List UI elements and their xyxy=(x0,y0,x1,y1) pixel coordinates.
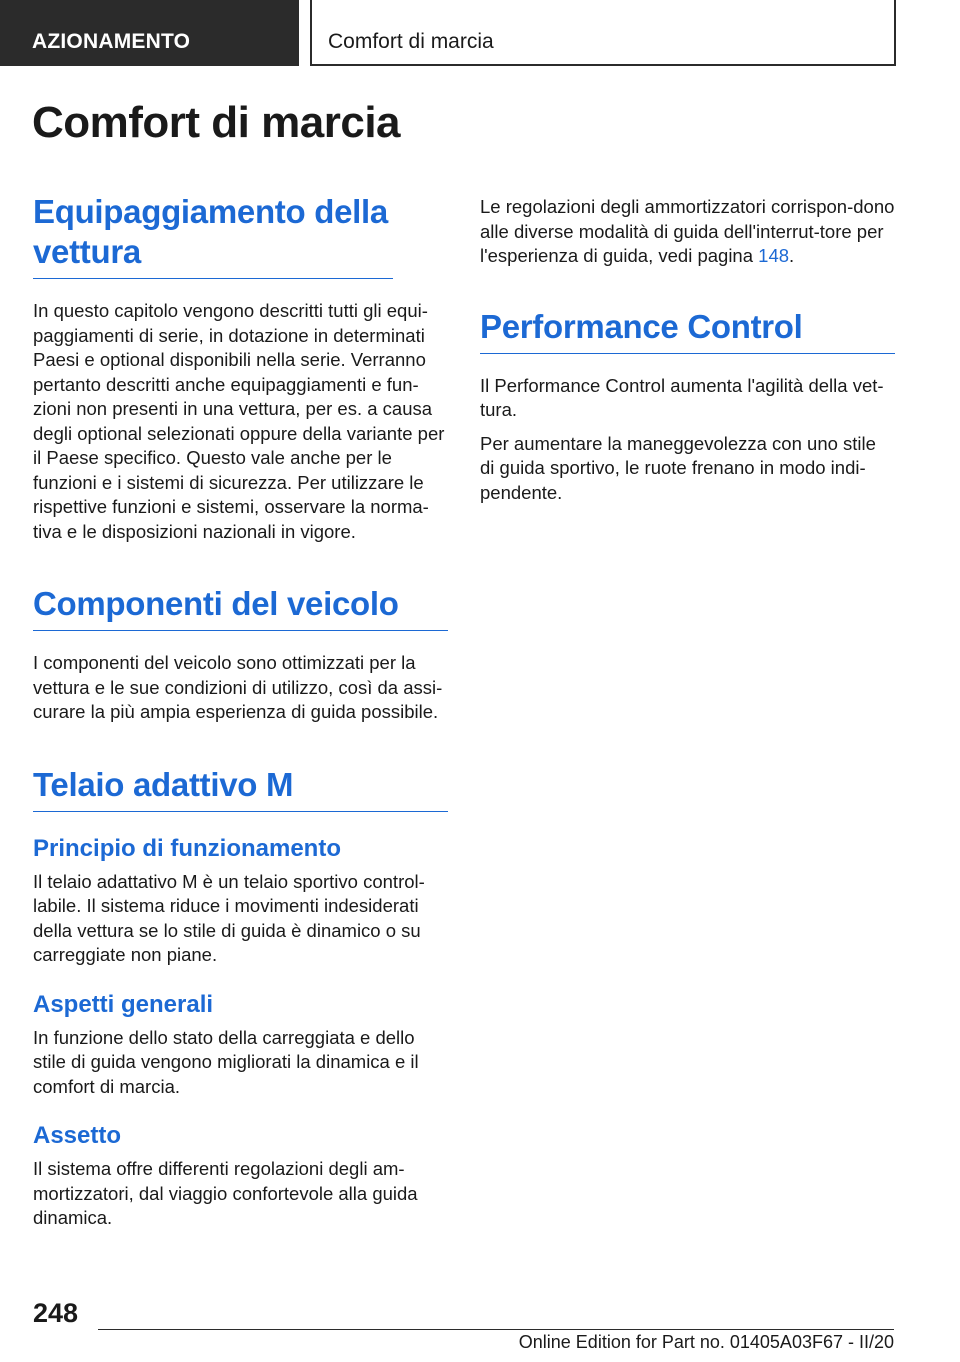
section-title-performance: Performance Control xyxy=(480,307,895,354)
subsection-title-aspetti: Aspetti generali xyxy=(33,990,214,1018)
section-text-performance-2: Per aumentare la maneggevolezza con uno stile di guida sportivo, le ruote frenano in modo indi-pendente. xyxy=(480,432,876,503)
section-title-componenti: Componenti del veicolo xyxy=(33,584,448,631)
subsection-text-principio: Il telaio adattativo M è un telaio sportivo control-labile. Il sistema riduce i movimenti indesiderati della vettura se lo stile di guida è dinamico o su carreggiate non piane. xyxy=(33,870,425,965)
subsection-text-aspetti: In funzione dello stato della carreggiata e dello stile di guida vengono migliorati la dinamica e il comfort di marcia. xyxy=(33,1026,419,1097)
subsection-text-assetto: Il sistema offre differenti regolazioni degli am-mortizzatori, dal viaggio confortevole alla guida dinamica. xyxy=(33,1158,418,1228)
assetto-continuation-body: Le regolazioni degli ammortizzatori corrispon-dono alle diverse modalità di guida dell'interrut-tore per l'esperienza di guida, vedi pagina xyxy=(480,196,895,266)
subsection-title-assetto: Assetto xyxy=(33,1122,122,1149)
header-chapter-label: Comfort di marcia xyxy=(328,30,494,53)
section-title-equipaggiamento: Equipaggiamento della vettura xyxy=(33,192,393,279)
header-chapter-tab xyxy=(310,0,896,66)
assetto-continuation-end: . xyxy=(789,245,795,266)
right-column xyxy=(480,192,895,505)
section-text-performance-1: Il Performance Control aumenta l'agilità della vet-tura. xyxy=(480,374,884,420)
footer-edition: Online Edition for Part no. 01405A03F67 - II/20 xyxy=(518,1332,894,1352)
footer-divider xyxy=(98,1329,894,1330)
page-title: Comfort di marcia xyxy=(32,98,401,147)
section-text-componenti: I componenti del veicolo sono ottimizzati per la vettura e le sue condizioni di utilizzo, così da assi-curare la più ampia esperienza di guida possibile. xyxy=(33,652,443,722)
assetto-continuation-text xyxy=(480,195,895,269)
header-section-tab xyxy=(0,0,299,66)
section-text-equipaggiamento: In questo capitolo vengono descritti tutti gli equi-paggiamenti di serie, in dotazione in determinati Paesi e optional disponibili nella serie. Verranno pertanto descritti anche equipaggiamenti e fun-zioni non presenti in una vettura, per es. a causa degli optional selezionati oppure della variante per il Paese specifico. Questo vale anche per le funzioni e i sistemi di sicurezza. Per utilizzare le rispettive funzioni e sistemi, osservare la norma-tiva e le disposizioni nazionali in vigore. xyxy=(33,300,445,542)
page-reference-link[interactable]: 148 xyxy=(758,245,790,266)
page-number: 248 xyxy=(33,1298,79,1328)
section-title-telaio: Telaio adattivo M xyxy=(33,765,448,812)
left-column xyxy=(33,192,448,1231)
subsection-title-principio: Principio di funzionamento xyxy=(33,834,341,862)
header-section-label: AZIONAMENTO xyxy=(32,30,191,53)
